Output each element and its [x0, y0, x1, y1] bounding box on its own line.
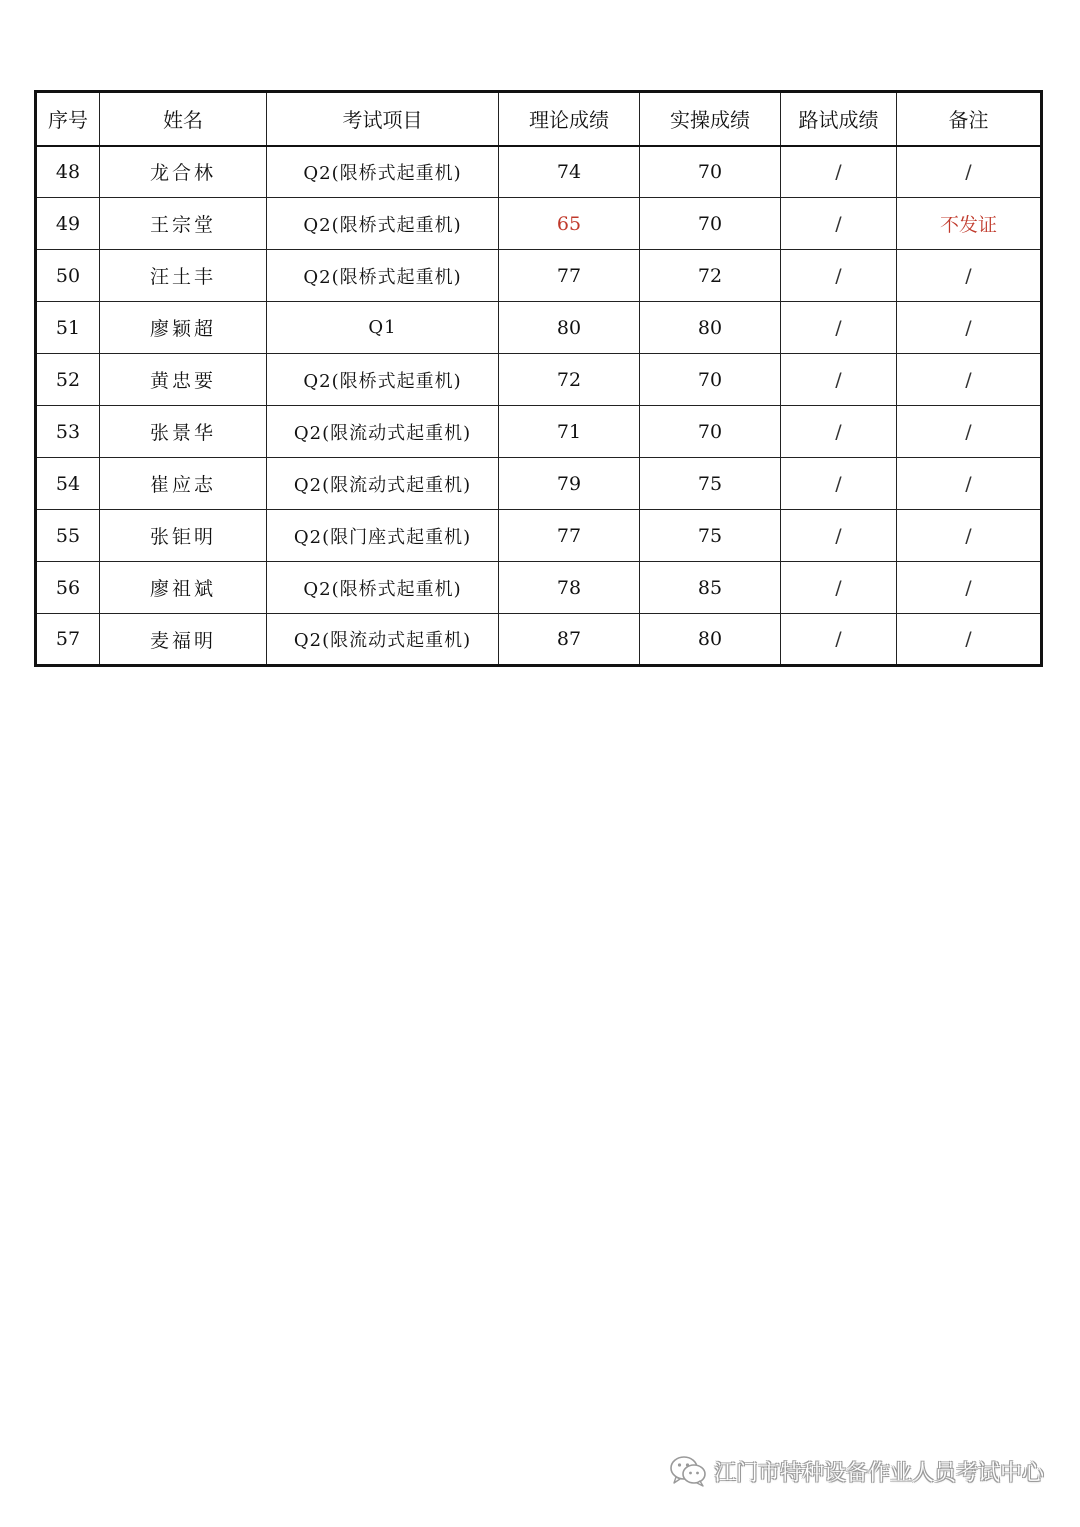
watermark-text: 江门市特种设备作业人员考试中心	[713, 1460, 1044, 1486]
cell-item: Q2(限桥式起重机)	[267, 354, 499, 406]
cell-theory: 72	[499, 354, 640, 406]
table-row	[36, 146, 1042, 198]
cell-remark: /	[897, 614, 1042, 666]
cell-road: /	[781, 354, 897, 406]
cell-item: Q2(限流动式起重机)	[267, 458, 499, 510]
header-theory: 理论成绩	[499, 92, 640, 146]
cell-remark-no-certificate: 不发证	[897, 198, 1042, 250]
cell-name: 崔应志	[100, 458, 267, 510]
cell-no: 48	[36, 146, 100, 198]
cell-name: 王宗堂	[100, 198, 267, 250]
cell-no: 51	[36, 302, 100, 354]
table-row	[36, 406, 1042, 458]
cell-item: Q2(限桥式起重机)	[267, 250, 499, 302]
cell-remark: /	[897, 250, 1042, 302]
cell-theory: 79	[499, 458, 640, 510]
score-table	[34, 90, 1043, 667]
header-item: 考试项目	[267, 92, 499, 146]
cell-theory: 77	[499, 510, 640, 562]
header-name: 姓名	[100, 92, 267, 146]
table-row	[36, 562, 1042, 614]
cell-name: 龙合林	[100, 146, 267, 198]
cell-no: 56	[36, 562, 100, 614]
cell-practical: 70	[640, 406, 781, 458]
table-row	[36, 614, 1042, 666]
header-road: 路试成绩	[781, 92, 897, 146]
table-row	[36, 354, 1042, 406]
cell-item: Q2(限门座式起重机)	[267, 510, 499, 562]
cell-theory-failed: 65	[499, 198, 640, 250]
header-remark: 备注	[897, 92, 1042, 146]
cell-road: /	[781, 614, 897, 666]
wechat-icon	[668, 1453, 708, 1489]
cell-item: Q2(限桥式起重机)	[267, 146, 499, 198]
table-row	[36, 458, 1042, 510]
cell-item: Q2(限流动式起重机)	[267, 406, 499, 458]
cell-no: 50	[36, 250, 100, 302]
header-no: 序号	[36, 92, 100, 146]
cell-road: /	[781, 302, 897, 354]
cell-road: /	[781, 458, 897, 510]
cell-remark: /	[897, 146, 1042, 198]
cell-practical: 85	[640, 562, 781, 614]
cell-no: 54	[36, 458, 100, 510]
cell-item: Q2(限桥式起重机)	[267, 562, 499, 614]
cell-theory: 71	[499, 406, 640, 458]
table-row	[36, 302, 1042, 354]
cell-practical: 70	[640, 354, 781, 406]
wechat-watermark	[668, 1451, 1044, 1491]
cell-remark: /	[897, 510, 1042, 562]
cell-road: /	[781, 198, 897, 250]
table-row	[36, 510, 1042, 562]
cell-practical: 75	[640, 510, 781, 562]
cell-no: 57	[36, 614, 100, 666]
cell-road: /	[781, 510, 897, 562]
cell-theory: 77	[499, 250, 640, 302]
cell-road: /	[781, 250, 897, 302]
cell-practical: 70	[640, 198, 781, 250]
cell-item: Q2(限流动式起重机)	[267, 614, 499, 666]
table-row	[36, 250, 1042, 302]
cell-theory: 74	[499, 146, 640, 198]
cell-practical: 75	[640, 458, 781, 510]
cell-no: 52	[36, 354, 100, 406]
cell-road: /	[781, 562, 897, 614]
cell-road: /	[781, 406, 897, 458]
cell-practical: 70	[640, 146, 781, 198]
cell-theory: 87	[499, 614, 640, 666]
table-body	[36, 146, 1042, 666]
cell-practical: 72	[640, 250, 781, 302]
cell-name: 汪土丰	[100, 250, 267, 302]
cell-item: Q2(限桥式起重机)	[267, 198, 499, 250]
cell-no: 55	[36, 510, 100, 562]
cell-name: 张钜明	[100, 510, 267, 562]
cell-no: 53	[36, 406, 100, 458]
cell-practical: 80	[640, 614, 781, 666]
cell-item: Q1	[267, 302, 499, 354]
cell-name: 廖祖斌	[100, 562, 267, 614]
cell-no: 49	[36, 198, 100, 250]
cell-remark: /	[897, 302, 1042, 354]
table-row	[36, 198, 1042, 250]
cell-theory: 78	[499, 562, 640, 614]
cell-theory: 80	[499, 302, 640, 354]
cell-road: /	[781, 146, 897, 198]
cell-remark: /	[897, 562, 1042, 614]
cell-practical: 80	[640, 302, 781, 354]
cell-remark: /	[897, 354, 1042, 406]
header-practical: 实操成绩	[640, 92, 781, 146]
cell-name: 麦福明	[100, 614, 267, 666]
cell-name: 黄忠要	[100, 354, 267, 406]
cell-name: 廖颖超	[100, 302, 267, 354]
cell-remark: /	[897, 458, 1042, 510]
table-header-row	[36, 92, 1042, 146]
cell-name: 张景华	[100, 406, 267, 458]
cell-remark: /	[897, 406, 1042, 458]
